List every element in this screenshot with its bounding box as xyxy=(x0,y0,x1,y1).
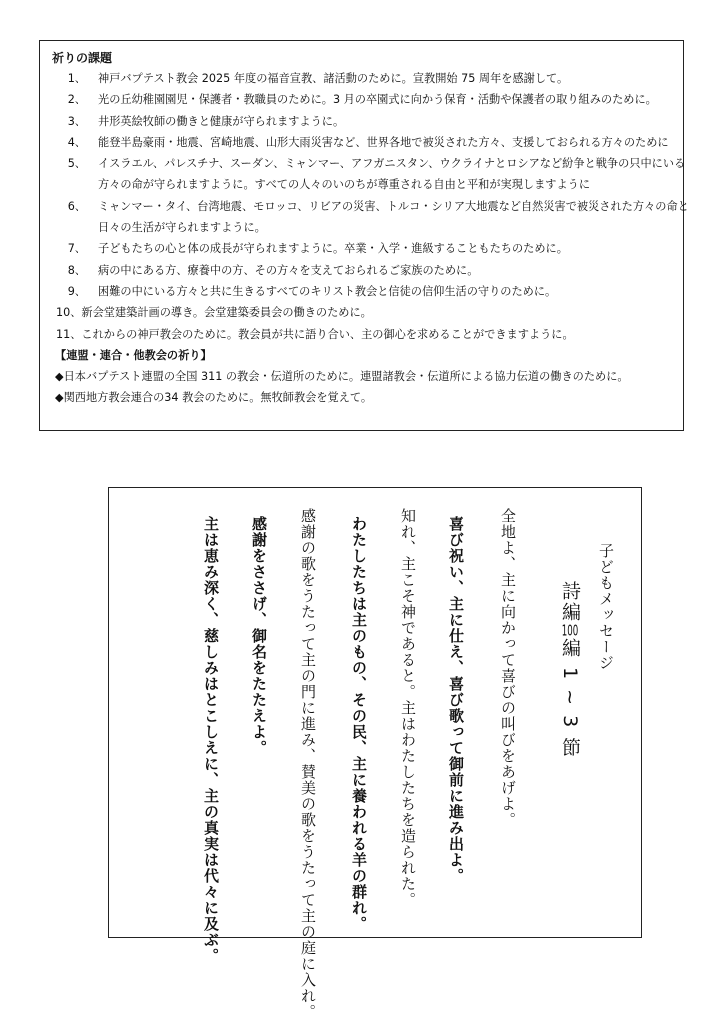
prayer-item xyxy=(52,238,673,259)
prayer-item xyxy=(52,111,673,132)
prayer-list xyxy=(52,68,689,302)
federation-bullet: ◆日本バプテスト連盟の全国 311 の教会・伝道所のために。連盟諸教会・伝道所による協力伝道の働きのために。 xyxy=(55,370,629,384)
prayer-item-text: 神戸バプテスト教会 2025 年度の福音宣教、諸活動のために。宣教開始 75 周年を感謝して。 xyxy=(98,72,569,85)
prayer-item-number: 4、 xyxy=(67,135,86,149)
prayer-item-number: 5、 xyxy=(67,157,86,171)
prayer-item-text: 井形英絵牧師の働きと健康が守られますように。 xyxy=(98,114,345,128)
prayer-item xyxy=(52,89,673,110)
prayer-item-number: 3、 xyxy=(67,114,86,128)
prayer-item xyxy=(52,153,686,174)
prayer-item-text: ミャンマー・タイ、台湾地震、モロッコ、リビアの災害、トルコ・シリア大地震など自然災害で被災された方々の命と xyxy=(98,199,689,213)
prayer-item-text: 困難の中にいる方々と共に生きるすべてのキリスト教会と信徒の信仰生活の守りのために。 xyxy=(98,284,557,298)
chapter-number: 100 xyxy=(561,623,579,638)
verse-line: 感謝の歌をうたって主の門に進み、賛美の歌をうたって主の庭に入れ。 xyxy=(299,508,317,1020)
prayer-item-text: 病の中にある方、療養中の方、その方々を支えておられるご家族のために。 xyxy=(98,263,479,277)
verse-line: 喜び祝い、主に仕え、喜び歌って御前に進み出よ。 xyxy=(447,516,465,884)
prayer-item-10: 10、新会堂建築計画の導き。会堂建築委員会の働きのために。 xyxy=(56,306,372,320)
verse-line: わたしたちは主のもの、その民、主に養われる羊の群れ。 xyxy=(350,516,368,932)
prayer-item-continuation: 日々の生活が守られますように。 xyxy=(98,221,266,235)
verse-line: 感謝をささげ、御名をたたえよ。 xyxy=(250,516,268,756)
prayer-item-number: 8、 xyxy=(67,263,86,277)
verse-line: 知れ、主こそ神であると。主はわたしたちを造られた。 xyxy=(399,508,417,908)
prayer-item xyxy=(52,196,689,217)
federation-section-heading: 【連盟・連合・他教会の祈り】 xyxy=(55,348,212,362)
prayer-item-text: 子どもたちの心と体の成長が守られますように。卒業・入学・進級することもたちのために。 xyxy=(98,242,568,256)
prayer-item-text: 能登半島豪雨・地震、宮崎地震、山形大雨災害など、世界各地で被災された方々、支援しておられる方々のために xyxy=(98,135,669,149)
prayer-item-number: 9、 xyxy=(67,284,86,298)
prayer-item-number: 7、 xyxy=(67,242,86,256)
prayer-item-continuation: 方々の命が守られますように。すべての人々のいのちが尊重される自由と平和が実現しますように xyxy=(98,178,591,192)
prayer-item-number: 1、 xyxy=(67,72,86,85)
verse-line: 主は恵み深く、慈しみはとこしえに、主の真実は代々に及ぶ。 xyxy=(202,516,220,964)
book-name: 詩編 xyxy=(559,581,581,623)
prayer-item-number: 6、 xyxy=(67,199,86,213)
prayer-item xyxy=(52,281,673,302)
prayer-item xyxy=(52,260,673,281)
prayer-item-number: 2、 xyxy=(67,93,86,107)
scripture-reference xyxy=(560,581,579,758)
children-message-box xyxy=(108,487,642,1020)
verse-line: 全地よ、主に向かって喜びの叫びをあげよ。 xyxy=(499,508,517,828)
federation-bullet: ◆関西地方教会連合の34 教会のために。無牧師教会を覚えて。 xyxy=(55,391,373,405)
prayer-item-text: イスラエル、パレスチナ、スーダン、ミャンマー、アフガニスタン、ウクライナとロシアなど紛争と戦争の只中にいる xyxy=(98,157,686,171)
prayer-item-text: 光の丘幼稚園園児・保護者・教職員のために。3 月の卒園式に向かう保育・活動や保護者の取り組みのために。 xyxy=(98,93,657,107)
verse-range: 編 1 ~ 3 節 xyxy=(559,638,581,759)
prayer-item-11: 11、これからの神戸教会のために。教会員が共に語り合い、主の御心を求めることができますように。 xyxy=(56,327,574,341)
prayer-item xyxy=(52,68,673,89)
prayer-requests-box xyxy=(39,40,689,431)
prayer-item xyxy=(52,132,673,153)
children-message-heading: 子どもメッセージ xyxy=(597,543,615,671)
prayer-title: 祈りの課題 xyxy=(52,51,113,65)
